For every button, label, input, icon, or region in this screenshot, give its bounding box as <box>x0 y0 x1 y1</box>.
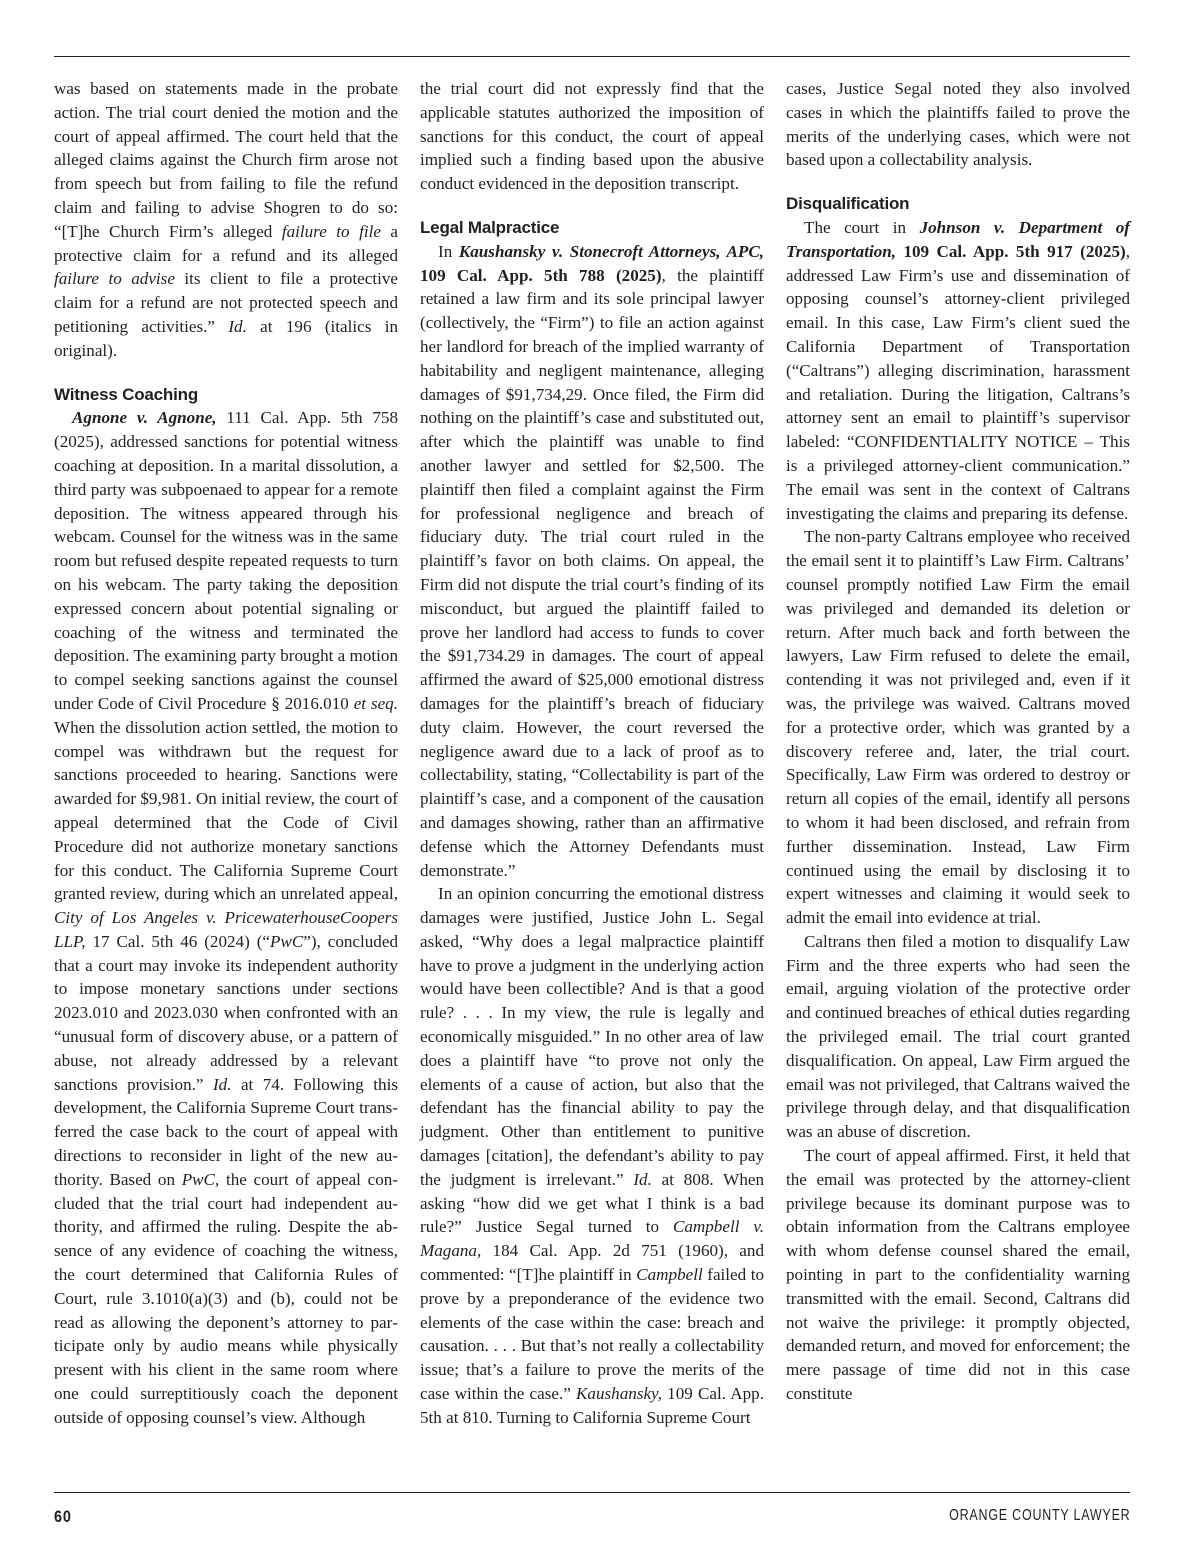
body-text: 184 Cal. App. 2d 751 (1960), and commented: “[T]he plaintiff in <box>420 1241 764 1285</box>
header-rule <box>54 56 1130 57</box>
body-text: 111 Cal. App. 5th 758 (2025), addressed sanctions for potential witness coaching at deposition. In a marital dissolution, a third party was subpoenaed to appear for a remote deposition. The witness appeared through his webcam. Counsel for the witness was in the same room but refused despite repeated requests to turn on his webcam. The party taking the deposition expressed concern about potential signaling or coaching of the witness and terminated the deposition. The examining party brought a motion to compel seeking sanctions against the counsel under Code of Civil Procedure § 2016.010 <box>54 408 398 713</box>
citation-text: PwC, <box>181 1169 220 1189</box>
paragraph <box>54 77 398 363</box>
citation-text: Johnson v. Department of Transportation, <box>786 217 1130 261</box>
citation-text: failure to advise <box>54 269 175 289</box>
body-text: a protective claim for a refund and its alleged <box>54 221 398 265</box>
body-text: , the plaintiff retained a law firm and its sole principal lawyer (collectively, the “Firm”) to file an action against her landlord for breach of the implied warranty of habitability and negligent maintenance, alleging damages of $91,734,29. Once filed, the Firm did nothing on the plaintiff’s case and substituted out, after which the plaintiff was unable to find another lawyer and settled for $2,500. The plaintiff then filed a complaint against the Firm for professional negligence and breach of fiduciary duty. The trial court ruled in the plaintiff’s favor on both claims. On appeal, the Firm did not dispute the trial court’s finding of its misconduct, but argued the plaintiff failed to prove her landlord had access to funds to cover the $91,734.29 in damages. The court of appeal affirmed the award of $25,000 emotional distress damages for the plaintiff’s breach of fiduciary duty claim. However, the court reversed the negligence award due to a lack of proof as to collectability, stating, “Collectability is part of the plaintiff’s case, and a component of the causation and damages showing, rather than an affirmative defense which the Attorney Defendants must demonstrate.” <box>420 265 764 880</box>
section-heading-witness-coaching: Witness Coaching <box>54 384 198 404</box>
citation-text: Kaushansky v. Stonecroft Attorneys, APC, <box>458 241 764 261</box>
body-text: the court of appeal concluded that the trial court had independent authority, and affirmed the ruling. Despite the absence of any evidence of coaching the witness, the court determined that California Rules of Court, rule 3.1010(a)(3) and (b), could not be read as allowing the deponent’s attorney to participate only by audio means while physically present with his client in the same room where one could surreptitiously coach the deponent outside of opposing counsel’s view. Although <box>54 1169 398 1427</box>
body-text: at 74. Following this development, the California Supreme Court transferred the case back to the court of appeal with directions to reconsider in light of the new authority. Based on <box>54 1074 398 1189</box>
citation-text: Agnone v. Agnone, <box>72 408 217 428</box>
paragraph <box>420 77 764 196</box>
body-text: The court of appeal affirmed. First, it held that the email was protected by the attorney-client privilege because its dominant purpose was to obtain information from the Caltrans employee with whom defense counsel shared the email, pointing in part to the confidentiality warning transmitted with the email. Second, Caltrans did not waive the privilege: it promptly objected, demanded return, and moved for enforcement; the mere passage of time did not in this case constitute <box>786 1146 1130 1404</box>
page-number: 60 <box>54 1507 72 1526</box>
section-heading-disqualification: Disqualification <box>786 194 910 214</box>
paragraph <box>54 406 398 1429</box>
paragraph <box>786 1144 1130 1406</box>
paragraph <box>786 930 1130 1144</box>
publication-name: ORANGE COUNTY LAWYER <box>948 1507 1130 1524</box>
citation-text: City of Los Angeles v. PricewaterhouseCoopers LLP, <box>54 908 398 951</box>
section-heading-legal-malpractice: Legal Malpractice <box>420 217 560 237</box>
body-text: 109 Cal. App. 5th 917 (2025) <box>896 241 1126 261</box>
body-text: was based on statements made in the probate action. The trial court denied the motion and the court of appeal affirmed. The court held that the alleged claims against the Church firm arose not from speech but from failing to file the refund claim and failing to advise Shogren to do so: “[T]he Church Firm’s alleged <box>54 79 398 241</box>
column-2 <box>420 77 764 1430</box>
body-text: , addressed Law Firm’s use and dissemination of opposing counsel’s attorney-client privileged email. In this case, Law Firm’s client sued the California Department of Transportation (“Caltrans”) alleging discrimination, harassment and retaliation. During the litigation, Caltrans’s attorney sent an email to plaintiff’s supervisor labeled: “CONFIDENTIALITY NOTICE – This is a privileged attorney-client communication.” The email was sent in the context of Caltrans investigating the claims and preparing its defense. <box>786 241 1130 523</box>
citation-text: Campbell <box>636 1265 703 1285</box>
footer-rule <box>54 1492 1130 1493</box>
body-text: the trial court did not expressly find that the applicable statutes authorized the imposition of sanctions for this conduct, the court of appeal implied such a finding based upon the abusive conduct evidenced in the deposition transcript. <box>420 79 764 194</box>
body-text: ”), concluded that a court may invoke its independent authority to impose monetary sanctions under sections 2023.010 and 2023.030 when confronted with an “unusual form of discovery abuse, or a pattern of abuse, not already addressed by a relevant sanctions provision.” <box>54 931 398 1094</box>
body-text: When the dissolution action settled, the motion to compel was withdrawn but the request for sanctions proceeded to hearing. Sanctions were awarded for $9,981. On initial review, the court of appeal determined that the Code of Civil Procedure did not authorize monetary sanctions for this conduct. The California Supreme Court granted review, during which an unrelated appeal, <box>54 717 398 904</box>
citation-text: Campbell v. Magana, <box>420 1217 764 1261</box>
body-text: 17 Cal. 5th 46 (2024) (“ <box>85 931 271 951</box>
body-text: The court in <box>804 217 920 237</box>
body-text: In <box>438 241 459 261</box>
body-text: cases, Justice Segal noted they also involved cases in which the plaintiffs failed to prove the merits of the underlying cases, which were not based upon a collectability analysis. <box>786 79 1130 170</box>
body-text: 109 Cal. App. 5th 788 (2025) <box>420 265 662 285</box>
body-text: its client to file a protective claim for a refund are not protected speech and petitioning activities.” <box>54 269 398 336</box>
body-text: 109 Cal. App. 5th at 810. Turning to California Supreme Court <box>420 1384 764 1427</box>
citation-text: failure to file <box>281 221 381 241</box>
body-text: at 196 (italics in original). <box>54 316 398 360</box>
body-text: The non-party Caltrans employee who received the email sent it to plaintiff’s Law Firm. Caltrans’ counsel promptly notified Law Firm the email was privileged and demanded its deletion or return. After much back and forth between the lawyers, Law Firm refused to delete the email, contending it was not privileged and, even if it was, the privilege was waived. Caltrans moved for a protective order, which was granted by a discovery referee and, later, the trial court. Specifically, Law Firm was ordered to destroy or return all copies of the email, identify all persons to whom it had been disclosed, and refrain from further dissemination. Instead, Law Firm continued using the email by disclosing it to expert witnesses and claiming it would seek to admit the email into evidence at trial. <box>786 527 1130 928</box>
paragraph <box>786 216 1130 525</box>
body-text: Caltrans then filed a motion to disqualify Law Firm and the three experts who had seen the email, arguing violation of the protective order and continued breaches of ethical duties regarding the privileged email. The trial court granted disqualification. On appeal, Law Firm argued the email was not privileged, that Caltrans waived the privilege through delay, and that disqualification was an abuse of discretion. <box>786 931 1130 1142</box>
citation-text: Id. <box>633 1169 652 1189</box>
paragraph <box>786 77 1130 172</box>
column-3 <box>786 77 1130 1406</box>
column-1 <box>54 77 398 1430</box>
citation-text: Id. <box>212 1074 232 1094</box>
body-text: at 808. When asking “how did we get what I think is a bad rule?” Justice Segal turned to <box>420 1169 764 1237</box>
citation-text: Kaushansky, <box>576 1384 662 1404</box>
citation-text: et seq. <box>353 693 399 713</box>
body-text: In an opinion concurring the emotional distress damages were justified, Justice John L. Segal asked, “Why does a legal malpractice plaintiff have to prove a judgment in the underlying action would have been collectible? And is that a good rule? . . . In my view, the rule is legally and economically misguided.” In no other area of law does a plaintiff have “to prove not only the elements of a cause of action, but also that the defendant has the financial ability to pay the judgment. Other than entitlement to punitive damages [citation], the defendant’s ability to pay the judgment is irrelevant.” <box>420 884 764 1189</box>
paragraph <box>420 882 764 1429</box>
paragraph <box>420 240 764 883</box>
citation-text: PwC <box>270 931 304 951</box>
paragraph <box>786 525 1130 930</box>
citation-text: Id. <box>228 316 247 336</box>
body-text: failed to prove by a preponderance of the evidence two elements of the case within the case: breach and causation. . . . But that’s not really a collectability issue; that’s a failure to prove the merits of the case within the case.” <box>420 1265 764 1404</box>
